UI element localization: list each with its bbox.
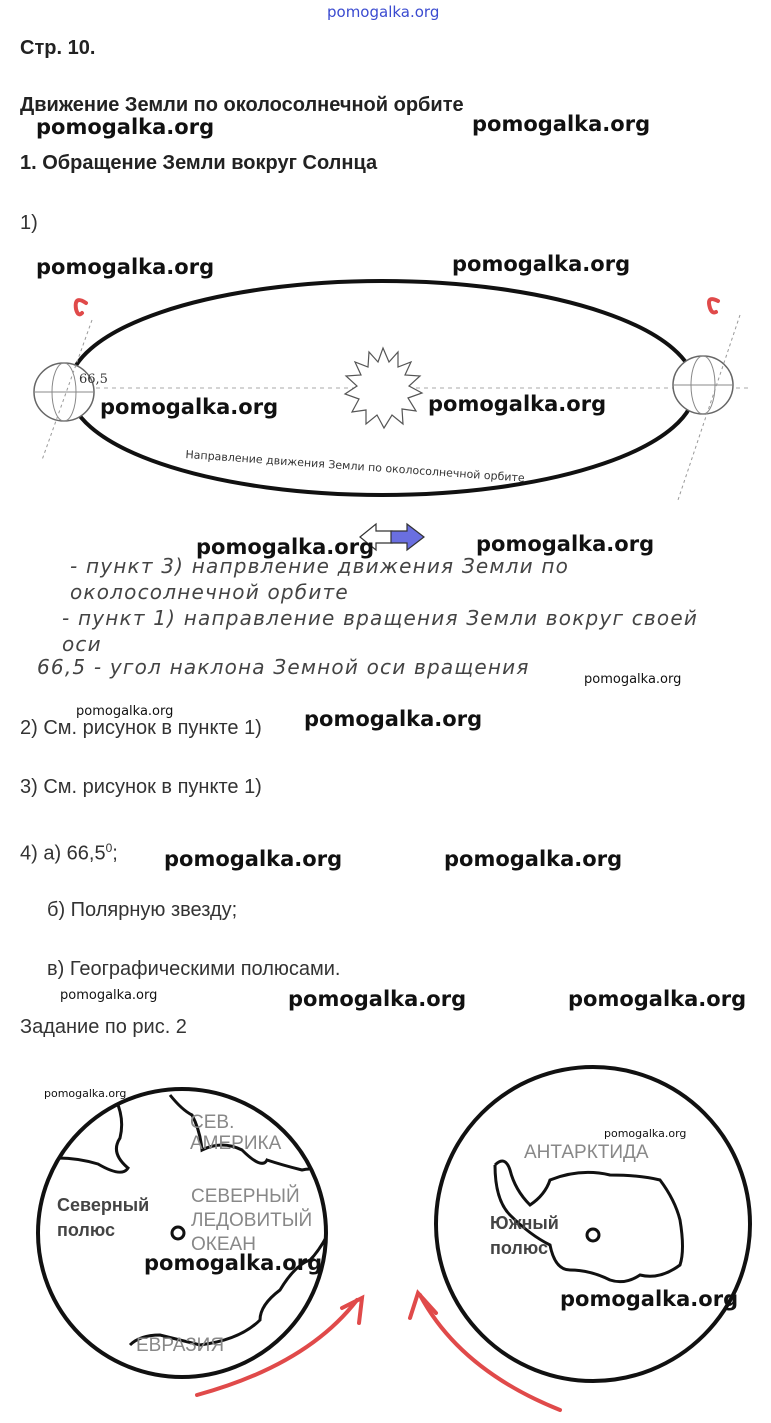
watermark[interactable]: pomogalka.org [164,847,343,871]
watermark[interactable]: pomogalka.org [568,987,747,1011]
legend-rotation-line1: - пункт 1) направление вращения Земли вокруг своей [62,606,699,630]
south-pole-map [436,1067,750,1381]
watermark[interactable]: pomogalka.org [452,252,631,276]
watermark[interactable]: pomogalka.org [196,535,375,559]
page-number: Стр. 10. [20,37,96,59]
south-pole-label-2: полюс [490,1238,548,1258]
watermark[interactable]: pomogalka.org [584,672,682,687]
legend-arrow-line1: - пункт 3) напрвление движения Земли по [70,554,570,578]
rotation-arrows-icon [197,1293,560,1410]
watermark[interactable]: pomogalka.org [304,707,483,731]
north-continent-top2: АМЕРИКА [190,1133,282,1154]
ocean-label-2: ЛЕДОВИТЫЙ [191,1210,313,1231]
south-pole-marker [587,1229,599,1241]
watermark[interactable]: pomogalka.org [60,988,158,1003]
south-continent: АНТАРКТИДА [524,1142,649,1163]
answer-item-4a-text: 4) а) 66,5 [20,842,106,865]
angle-label: 66,5 [79,372,108,387]
answer-item-3: 3) См. рисунок в пункте 1) [20,776,262,798]
answer-item-2: 2) См. рисунок в пункте 1) [20,717,262,739]
ocean-label-1: СЕВЕРНЫЙ [191,1186,300,1207]
south-pole-label-1: Южный [490,1213,559,1233]
watermark-top[interactable]: pomogalka.org [327,3,440,21]
item-1-label: 1) [20,212,38,234]
watermark[interactable]: pomogalka.org [444,847,623,871]
watermark[interactable]: pomogalka.org [560,1287,739,1311]
watermark[interactable]: pomogalka.org [476,532,655,556]
north-pole-label-1: Северный [57,1195,150,1215]
section-title: Движение Земли по околосолнечной орбите [20,94,464,116]
task-fig2-label: Задание по рис. 2 [20,1016,187,1038]
watermark[interactable]: pomogalka.org [604,1127,687,1140]
watermark[interactable]: pomogalka.org [76,704,174,719]
watermark[interactable]: pomogalka.org [100,395,279,419]
watermark[interactable]: pomogalka.org [44,1087,127,1100]
legend-arrow-line2: околосолнечной орбите [70,580,349,604]
north-continent-bottom: ЕВРАЗИЯ [136,1335,225,1356]
watermark[interactable]: pomogalka.org [144,1251,323,1275]
watermark[interactable]: pomogalka.org [36,255,215,279]
watermark[interactable]: pomogalka.org [36,115,215,139]
watermark[interactable]: pomogalka.org [428,392,607,416]
north-pole-marker [172,1227,184,1239]
north-continent-top: СЕВ. [190,1112,235,1133]
legend-rotation-line2: оси [62,632,102,656]
orbit-direction-label: Направление движения Земли по околосолнечной орбите [185,448,526,485]
watermark[interactable]: pomogalka.org [288,987,467,1011]
legend-angle-line: 66,5 - угол наклона Земной оси вращения [37,655,530,679]
answer-item-4b: б) Полярную звезду; [47,899,238,921]
watermark[interactable]: pomogalka.org [472,112,651,136]
ocean-label-3: ОКЕАН [191,1234,256,1255]
degree-superscript: 0 [105,841,113,855]
subsection-title: 1. Обращение Земли вокруг Солнца [20,152,378,174]
north-pole-label-2: полюс [57,1220,115,1240]
answer-item-4c: в) Географическими полюсами. [47,958,341,980]
answer-item-4a-tail: ; [112,842,118,865]
